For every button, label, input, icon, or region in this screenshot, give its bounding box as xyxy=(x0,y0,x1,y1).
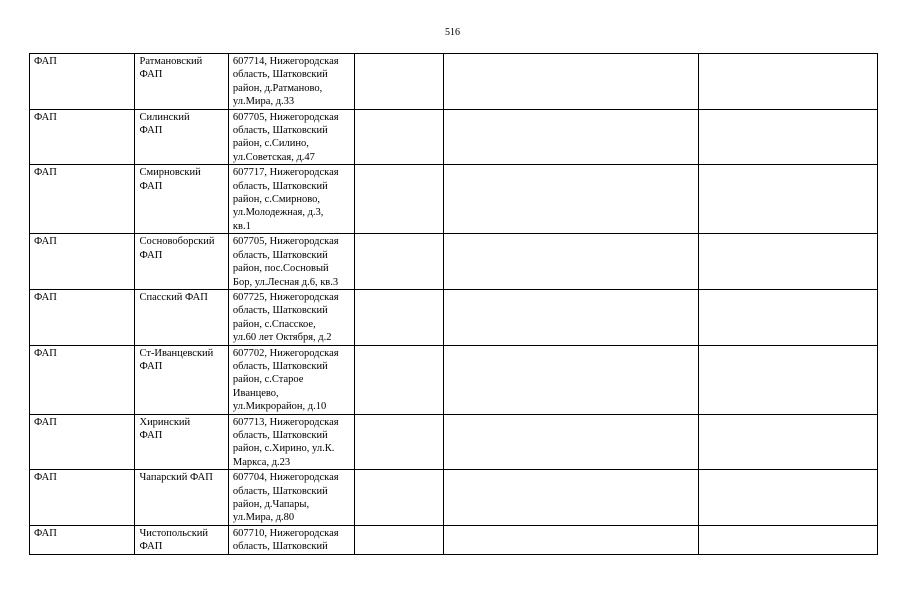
cell-line: область, Шатковский xyxy=(232,429,328,441)
cell-line: Спасский ФАП xyxy=(139,291,208,303)
cell-line: Иванцево, xyxy=(232,387,279,399)
facility-name-cell xyxy=(135,525,228,554)
facility-type-cell: ФАП xyxy=(30,54,135,110)
empty-cell xyxy=(699,345,878,414)
cell-line: ул.Советская, д.47 xyxy=(232,151,315,163)
facility-table xyxy=(29,53,878,555)
cell-line: 607705, Нижегородская xyxy=(232,236,339,248)
table-row xyxy=(30,525,878,554)
empty-cell xyxy=(699,414,878,470)
cell-line: область, Шатковский xyxy=(232,180,328,192)
table-row xyxy=(30,289,878,345)
facility-type-cell: ФАП xyxy=(30,414,135,470)
empty-cell xyxy=(354,414,443,470)
address-cell xyxy=(228,345,354,414)
empty-cell xyxy=(443,234,698,290)
facility-type-cell: ФАП xyxy=(30,234,135,290)
facility-name-cell xyxy=(135,414,228,470)
address-cell xyxy=(228,525,354,554)
empty-cell xyxy=(699,234,878,290)
cell-line: ФАП xyxy=(139,125,163,137)
empty-cell xyxy=(699,109,878,165)
table-row xyxy=(30,234,878,290)
address-cell xyxy=(228,109,354,165)
empty-cell xyxy=(354,165,443,234)
cell-line: 607725, Нижегородская xyxy=(232,291,339,303)
cell-line: ФАП xyxy=(139,429,163,441)
cell-line: Смирновский xyxy=(139,167,201,179)
cell-line: ул.Мира, д.80 xyxy=(232,512,295,524)
cell-line: ул.60 лет Октября, д.2 xyxy=(232,332,332,344)
cell-line: район, д.Ратманово, xyxy=(232,82,323,94)
empty-cell xyxy=(699,54,878,110)
cell-line: Чистопольский xyxy=(139,527,209,539)
cell-line: ул.Микрорайон, д.10 xyxy=(232,401,327,413)
facility-name-cell xyxy=(135,470,228,526)
facility-type-cell: ФАП xyxy=(30,289,135,345)
cell-line: область, Шатковский xyxy=(232,249,328,261)
cell-line: район, д.Чапары, xyxy=(232,499,310,510)
cell-line: ул.Молодежная, д.3, xyxy=(232,207,324,219)
cell-line: область, Шатковский xyxy=(232,541,328,553)
facility-type-cell: ФАП xyxy=(30,165,135,234)
cell-line: район, с.Смирново, xyxy=(232,194,321,206)
cell-line: 607705, Нижегородская xyxy=(232,111,339,123)
empty-cell xyxy=(354,109,443,165)
cell-line: Чапарский ФАП xyxy=(139,472,213,484)
facility-name-cell xyxy=(135,345,228,414)
facility-name-cell xyxy=(135,54,228,110)
empty-cell xyxy=(354,54,443,110)
empty-cell xyxy=(443,109,698,165)
cell-line: Сосновоборский xyxy=(139,236,215,248)
cell-line: 607702, Нижегородская xyxy=(232,347,339,359)
address-cell xyxy=(228,414,354,470)
cell-line: область, Шатковский xyxy=(232,360,328,372)
table-row xyxy=(30,470,878,526)
cell-line: ФАП xyxy=(139,360,163,372)
cell-line: ФАП xyxy=(139,541,163,553)
cell-line: 607714, Нижегородская xyxy=(232,56,339,67)
table-row xyxy=(30,345,878,414)
cell-line: Маркса, д.23 xyxy=(232,456,291,468)
empty-cell xyxy=(699,470,878,526)
cell-line: Бор, ул.Лесная д.6, кв.3 xyxy=(232,276,339,288)
cell-line: Хиринский xyxy=(139,416,191,428)
address-cell xyxy=(228,289,354,345)
table-body xyxy=(30,54,878,555)
table-row xyxy=(30,54,878,110)
facility-name-cell xyxy=(135,289,228,345)
cell-line: ФАП xyxy=(139,180,163,192)
cell-line: 607710, Нижегородская xyxy=(232,527,339,539)
empty-cell xyxy=(354,289,443,345)
cell-line: Ратмановский xyxy=(139,56,203,67)
cell-line: Ст-Иванцевский xyxy=(139,347,214,359)
empty-cell xyxy=(443,470,698,526)
facility-name-cell xyxy=(135,234,228,290)
table-row xyxy=(30,109,878,165)
cell-line: Силинский xyxy=(139,111,190,123)
address-cell xyxy=(228,54,354,110)
empty-cell xyxy=(699,165,878,234)
address-cell xyxy=(228,470,354,526)
cell-line: область, Шатковский xyxy=(232,485,328,497)
empty-cell xyxy=(699,525,878,554)
facility-name-cell xyxy=(135,109,228,165)
cell-line: ФАП xyxy=(139,69,163,81)
facility-type-cell: ФАП xyxy=(30,345,135,414)
cell-line: район, с.Силино, xyxy=(232,138,309,150)
cell-line: район, пос.Сосновый xyxy=(232,263,329,275)
page-number: 516 xyxy=(445,27,460,38)
cell-line: 607717, Нижегородская xyxy=(232,167,339,179)
empty-cell xyxy=(443,165,698,234)
cell-line: ФАП xyxy=(139,249,163,261)
table-row xyxy=(30,414,878,470)
cell-line: кв.1 xyxy=(232,220,251,232)
cell-line: ул.Мира, д.33 xyxy=(232,96,295,108)
facility-type-cell: ФАП xyxy=(30,109,135,165)
facility-type-cell: ФАП xyxy=(30,470,135,526)
cell-line: область, Шатковский xyxy=(232,69,328,81)
empty-cell xyxy=(443,289,698,345)
table-row xyxy=(30,165,878,234)
empty-cell xyxy=(443,525,698,554)
empty-cell xyxy=(354,345,443,414)
cell-line: район, с.Хирино, ул.К. xyxy=(232,443,335,455)
cell-line: район, с.Спасское, xyxy=(232,318,316,330)
cell-line: область, Шатковский xyxy=(232,125,328,137)
facility-name-cell xyxy=(135,165,228,234)
address-cell xyxy=(228,234,354,290)
address-cell xyxy=(228,165,354,234)
empty-cell xyxy=(354,525,443,554)
cell-line: 607704, Нижегородская xyxy=(232,472,339,484)
facility-type-cell: ФАП xyxy=(30,525,135,554)
empty-cell xyxy=(354,234,443,290)
cell-line: область, Шатковский xyxy=(232,305,328,317)
empty-cell xyxy=(443,345,698,414)
empty-cell xyxy=(354,470,443,526)
empty-cell xyxy=(443,414,698,470)
empty-cell xyxy=(443,54,698,110)
empty-cell xyxy=(699,289,878,345)
cell-line: район, с.Старое xyxy=(232,374,304,386)
cell-line: 607713, Нижегородская xyxy=(232,416,339,428)
